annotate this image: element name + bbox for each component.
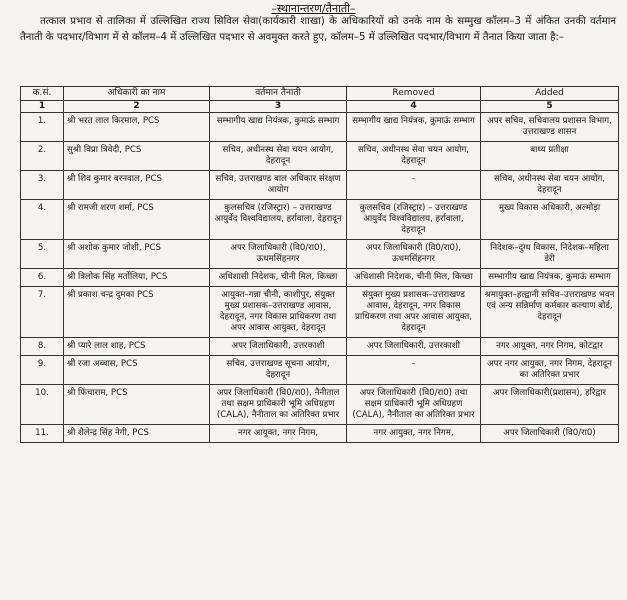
serial-number: 9. bbox=[21, 356, 64, 385]
added-posting: सम्भागीय खाद्य नियंत्रक, कुमाऊं सम्भाग bbox=[481, 269, 619, 287]
removed-posting: – bbox=[347, 356, 481, 385]
serial-number: 8. bbox=[21, 338, 64, 356]
added-posting: बाध्य प्रतीक्षा bbox=[481, 142, 619, 171]
table-row bbox=[21, 142, 619, 171]
officer-name: श्री फिंचाराम, PCS bbox=[64, 385, 210, 425]
officer-name: श्री रामजी शरण शर्मा, PCS bbox=[64, 200, 210, 240]
added-posting: मुख्य विकास अधिकारी, अल्मोड़ा bbox=[481, 200, 619, 240]
officer-name: श्री त्रिलोक सिंह मर्तोलिया, PCS bbox=[64, 269, 210, 287]
table-row bbox=[21, 425, 619, 443]
removed-posting: नगर आयुक्त, नगर निगम, bbox=[347, 425, 481, 443]
table-body bbox=[21, 113, 619, 443]
removed-posting: अपर जिलाधिकारी, उत्तरकाशी bbox=[347, 338, 481, 356]
column-number: 3 bbox=[210, 101, 347, 113]
intro-text: तत्काल प्रभाव से तालिका में उल्लिखित राज्य सिविल सेवा(कार्यकारी शाखा) के अधिकारियों को उनके नाम के सम्मुख कॉलम–3 में अंकित उनकी वर्तमान तैनाती के पदभार/विभाग में से कॉलम–4 में उल्लिखित पदभार से अवमुक्त करते हुए, कॉलम–5 में उल्लिखित पदभार/विभाग में तैनात किया जाता है:– bbox=[20, 16, 616, 43]
current-posting: अपर जिलाधिकारी (वि0/रा0), नैनीताल तथा सक्षम प्राधिकारी भूमि अधिग्रहण (CALA), नैनीताल का अतिरिक्त प्रभार bbox=[210, 385, 347, 425]
serial-number: 3. bbox=[21, 171, 64, 200]
added-posting: सचिव, अधीनस्थ सेवा चयन आयोग, देहरादून bbox=[481, 171, 619, 200]
header-officer-name: अधिकारी का नाम bbox=[64, 87, 210, 101]
added-posting: नगर आयुक्त, नगर निगम, कोटद्वार bbox=[481, 338, 619, 356]
current-posting: कुलसचिव (रजिस्ट्रार) – उत्तराखण्ड आयुर्वेद विश्वविद्यालय, हर्रावाला, देहरादून bbox=[210, 200, 347, 240]
serial-number: 6. bbox=[21, 269, 64, 287]
added-posting: अपर सचिव, सचिवालय प्रशासन विभाग, उत्तराखण्ड शासन bbox=[481, 113, 619, 142]
removed-posting: सचिव, अधीनस्थ सेवा चयन आयोग, देहरादून bbox=[347, 142, 481, 171]
column-number: 4 bbox=[347, 101, 481, 113]
table-row bbox=[21, 338, 619, 356]
table-row bbox=[21, 200, 619, 240]
officer-name: श्री शिव कुमार बरनवाल, PCS bbox=[64, 171, 210, 200]
header-row bbox=[21, 87, 619, 101]
added-posting: अपर नगर आयुक्त, नगर निगम, देहरादून का अतिरिक्त प्रभार bbox=[481, 356, 619, 385]
document-heading: –स्थानान्तरण/तैनाती– bbox=[271, 2, 356, 15]
removed-posting: कुलसचिव (रजिस्ट्रार) – उत्तराखण्ड आयुर्वेद विश्वविद्यालय, हर्रावाला, देहरादून bbox=[347, 200, 481, 240]
removed-posting: अधिशासी निदेशक, चीनी मिल, किच्छा bbox=[347, 269, 481, 287]
current-posting: आयुक्त–गन्ना चीनी, काशीपुर, संयुक्त मुख्य प्रशासक–उत्तराखण्ड आवास, देहरादून, नगर विकास प्राधिकरण तथा अपर आवास आयुक्त, देहरादून bbox=[210, 287, 347, 338]
serial-number: 7. bbox=[21, 287, 64, 338]
removed-posting: संयुक्त मुख्य प्रशासक–उत्तराखण्ड आवास, देहरादून, नगर विकास प्राधिकरण तथा अपर आवास आयुक्त, देहरादून bbox=[347, 287, 481, 338]
column-number: 1 bbox=[21, 101, 64, 113]
table-row bbox=[21, 240, 619, 269]
header-current-posting: वर्तमान तैनाती bbox=[210, 87, 347, 101]
serial-number: 5. bbox=[21, 240, 64, 269]
serial-number: 1. bbox=[21, 113, 64, 142]
intro-paragraph bbox=[20, 14, 616, 46]
officer-name: श्री प्रकाश चन्द्र दुमका PCS bbox=[64, 287, 210, 338]
header-removed: Removed bbox=[347, 87, 481, 101]
removed-posting: अपर जिलाधिकारी (वि0/रा0) तथा सक्षम प्राधिकारी भूमि अधिग्रहण (CALA), नैनीताल का अतिरिक्त प्रभार bbox=[347, 385, 481, 425]
current-posting: सचिव, अधीनस्थ सेवा चयन आयोग, देहरादून bbox=[210, 142, 347, 171]
added-posting: अपर जिलाधिकारी(प्रशासन), हरिद्वार bbox=[481, 385, 619, 425]
officer-name: श्री प्यारे लाल शाह, PCS bbox=[64, 338, 210, 356]
added-posting: निदेशक–दुग्ध विकास, निदेशक–महिला डेरी bbox=[481, 240, 619, 269]
table-row bbox=[21, 113, 619, 142]
header-serial: क.सं. bbox=[21, 87, 64, 101]
removed-posting: सम्भागीय खाद्य नियंत्रक, कुमाऊं सम्भाग bbox=[347, 113, 481, 142]
column-number-row bbox=[21, 101, 619, 113]
current-posting: सचिव, उत्तराखण्ड सूचना आयोग, देहरादून bbox=[210, 356, 347, 385]
table-row bbox=[21, 356, 619, 385]
current-posting: नगर आयुक्त, नगर निगम, bbox=[210, 425, 347, 443]
added-posting: अपर जिलाधिकारी (वि0/रा0) bbox=[481, 425, 619, 443]
officer-name: सुश्री विप्रा त्रिवेदी, PCS bbox=[64, 142, 210, 171]
removed-posting: अपर जिलाधिकारी (वि0/रा0), ऊधमसिंहनगर bbox=[347, 240, 481, 269]
officer-name: श्री शैलेन्द्र सिंह नेगी, PCS bbox=[64, 425, 210, 443]
removed-posting: – bbox=[347, 171, 481, 200]
table-row bbox=[21, 171, 619, 200]
serial-number: 11. bbox=[21, 425, 64, 443]
current-posting: सम्भागीय खाद्य नियंत्रक, कुमाऊं सम्भाग bbox=[210, 113, 347, 142]
table-row bbox=[21, 269, 619, 287]
column-number: 2 bbox=[64, 101, 210, 113]
transfer-table bbox=[20, 86, 619, 443]
column-number: 5 bbox=[481, 101, 619, 113]
added-posting: श्रमायुक्त–हल्द्वानी सचिव–उत्तराखण्ड भवन एवं अन्य सन्निर्माण कर्मकार कल्याण बोर्ड, देहरादून bbox=[481, 287, 619, 338]
current-posting: अपर जिलाधिकारी, उत्तरकाशी bbox=[210, 338, 347, 356]
serial-number: 2. bbox=[21, 142, 64, 171]
officer-name: श्री अशोक कुमार जोशी, PCS bbox=[64, 240, 210, 269]
current-posting: अधिशासी निदेशक, चीनी मिल, किच्छा bbox=[210, 269, 347, 287]
serial-number: 10. bbox=[21, 385, 64, 425]
serial-number: 4. bbox=[21, 200, 64, 240]
officer-name: श्री रजा अब्बास, PCS bbox=[64, 356, 210, 385]
officer-name: श्री भरत लाल किरमाल, PCS bbox=[64, 113, 210, 142]
table-row bbox=[21, 385, 619, 425]
header-added: Added bbox=[481, 87, 619, 101]
current-posting: सचिव, उत्तराखण्ड बाल अधिकार संरक्षण आयोग bbox=[210, 171, 347, 200]
current-posting: अपर जिलाधिकारी (वि0/रा0), ऊधमसिंहनगर bbox=[210, 240, 347, 269]
table-row bbox=[21, 287, 619, 338]
